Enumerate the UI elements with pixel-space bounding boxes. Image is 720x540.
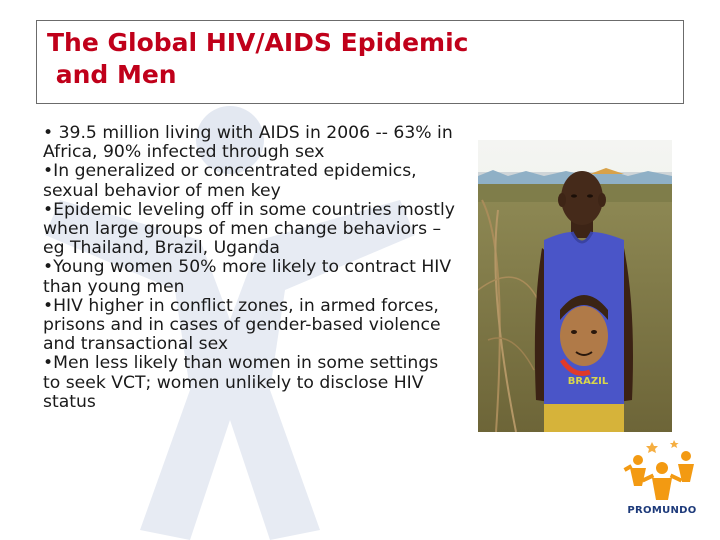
title-line-2: and Men [47,60,177,89]
bullet-item: • 39.5 million living with AIDS in 2006 -- 63% in Africa, 90% infected through sex [43,123,453,163]
photo-young-man [478,140,672,432]
title-box [36,20,684,104]
bullet-item: •Men less likely than women in some settings to seek VCT; women unlikely to disclose HIV status [43,353,439,412]
slide-title [47,27,468,91]
bullet-item: •Epidemic leveling off in some countries mostly when large groups of men change behaviors – eg Thailand, Brazil, Uganda [43,199,455,259]
bullet-list [43,124,457,412]
title-line-1: The Global HIV/AIDS Epidemic [47,28,469,57]
bullet-item: •HIV higher in conflict zones, in armed forces, prisons and in cases of gender-based violence and transactional sex [43,295,441,355]
bullet-item: •Young women 50% more likely to contract HIV than young men [43,257,452,297]
bullet-item: •In generalized or concentrated epidemics, sexual behavior of men key [43,161,417,201]
shirt-print-text: BRAZIL [567,376,609,387]
promundo-logo-text: PROMUNDO [627,505,697,516]
